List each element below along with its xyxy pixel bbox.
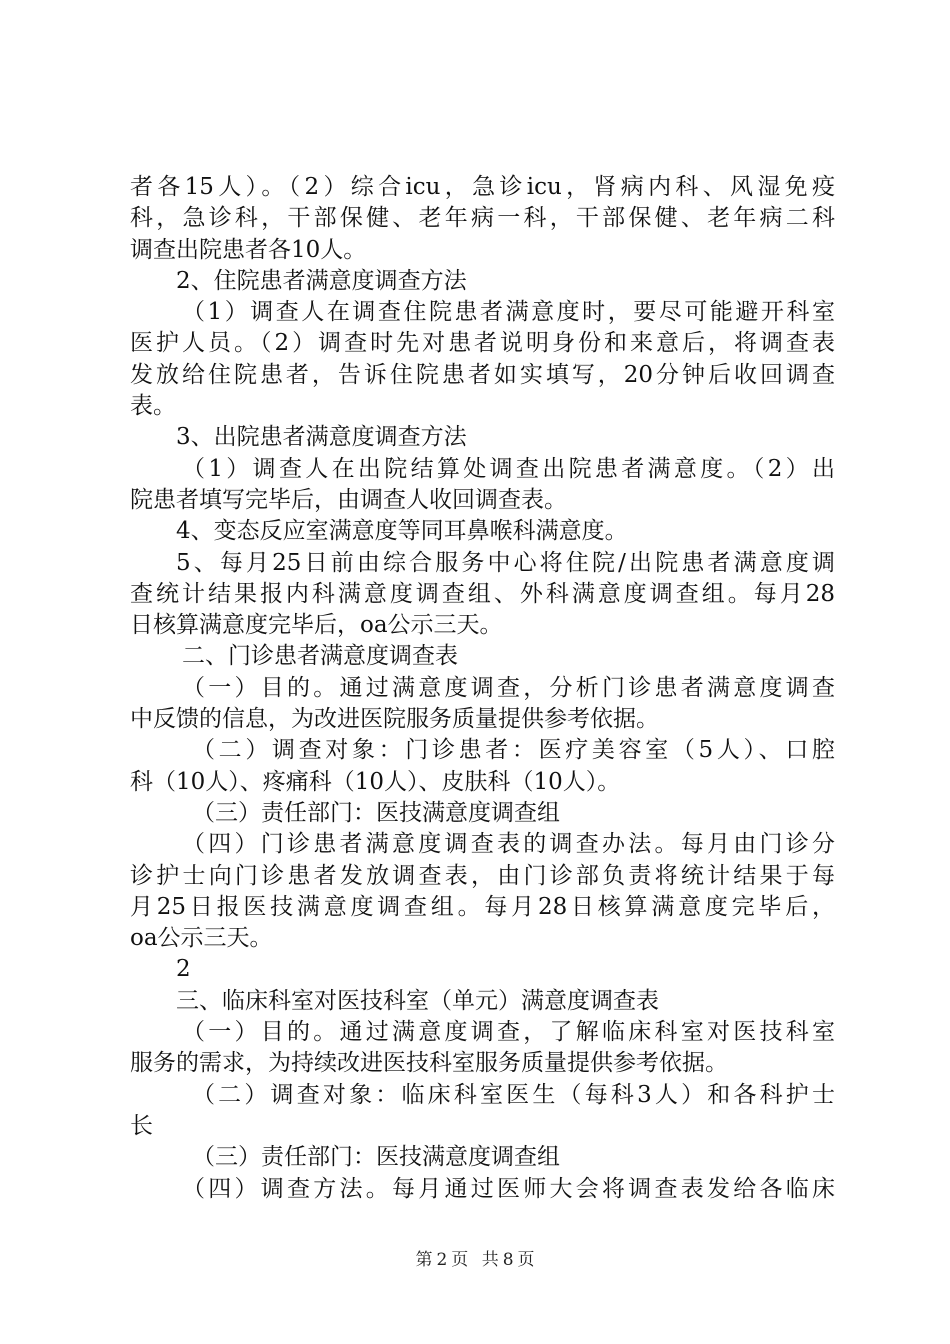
paragraph-line: 查统计结果报内科满意度调查组、外科满意度调查组。每月28 [130,580,835,607]
footer-total-prefix: 共 [481,1250,499,1270]
paragraph-line: （一）目的。通过满意度调查，分析门诊患者满意度调查 [182,674,835,701]
paragraph-line: oa公示三天。 [130,925,273,952]
paragraph-line: 2、住院患者满意度调查方法 [176,267,467,294]
paragraph-line: 5、每月25日前由综合服务中心将住院/出院患者满意度调 [176,549,835,576]
footer-page-suffix: 页 [451,1250,469,1270]
paragraph-line: 调查出院患者各10人。 [130,236,367,263]
paragraph-line: 医护人员。（2）调查时先对患者说明身份和来意后，将调查表 [130,330,835,357]
paragraph-line: 三、临床科室对医技科室（单元）满意度调查表 [176,987,659,1014]
paragraph-line: 发放给住院患者，告诉住院患者如实填写，20分钟后收回调查 [130,361,835,388]
paragraph-line: 者各15人）。（2）综合icu，急诊icu，肾病内科、风湿免疫 [130,174,835,200]
paragraph-line: 中反馈的信息，为改进医院服务质量提供参考依据。 [130,706,659,733]
paragraph-line: （1）调查人在出院结算处调查出院患者满意度。（2）出 [182,455,835,482]
footer-total-pages: 8 [502,1250,514,1270]
footer-page-prefix: 第 [415,1250,433,1270]
paragraph-line: 科（10人）、疼痛科（10人）、皮肤科（10人）。 [130,768,621,795]
paragraph-line: （1）调查人在调查住院患者满意度时，要尽可能避开科室 [182,299,835,326]
document-body [130,172,835,1205]
paragraph-line: （三）责任部门：医技满意度调查组 [192,1144,560,1171]
paragraph-line: （四）门诊患者满意度调查表的调查办法。每月由门诊分 [182,831,835,858]
paragraph-line: 4、变态反应室满意度等同耳鼻喉科满意度。 [176,518,628,545]
paragraph-line: 月25日报医技满意度调查组。每月28日核算满意度完毕后， [130,893,835,920]
page-footer [0,1245,950,1270]
total-pages-label [480,1250,537,1270]
paragraph-line: 2 [176,956,191,983]
paragraph-line: 诊护士向门诊患者发放调查表，由门诊部负责将统计结果于每 [130,862,835,889]
paragraph-line: 长 [130,1112,153,1139]
page-number-label [413,1250,470,1270]
paragraph-line: 二、门诊患者满意度调查表 [182,643,458,670]
paragraph-line: （四）调查方法。每月通过医师大会将调查表发给各临床 [182,1175,835,1202]
paragraph-line: （一）目的。通过满意度调查，了解临床科室对医技科室 [182,1019,835,1046]
paragraph-line: 院患者填写完毕后，由调查人收回调查表。 [130,486,567,513]
paragraph-line: （二）调查对象：门诊患者：医疗美容室（5人）、口腔 [192,737,835,764]
paragraph-line: 服务的需求，为持续改进医技科室服务质量提供参考依据。 [130,1050,728,1077]
paragraph-line: 日核算满意度完毕后，oa公示三天。 [130,612,503,639]
paragraph-line: （二）调查对象：临床科室医生（每科3人）和各科护士 [192,1081,835,1108]
paragraph-line: 3、出院患者满意度调查方法 [176,424,467,451]
footer-total-suffix: 页 [517,1250,535,1270]
paragraph-line: 科，急诊科，干部保健、老年病一科，干部保健、老年病二科 [130,205,835,232]
paragraph-line: 表。 [130,393,176,420]
footer-page-number: 2 [436,1250,448,1270]
paragraph-line: （三）责任部门：医技满意度调查组 [192,799,560,826]
